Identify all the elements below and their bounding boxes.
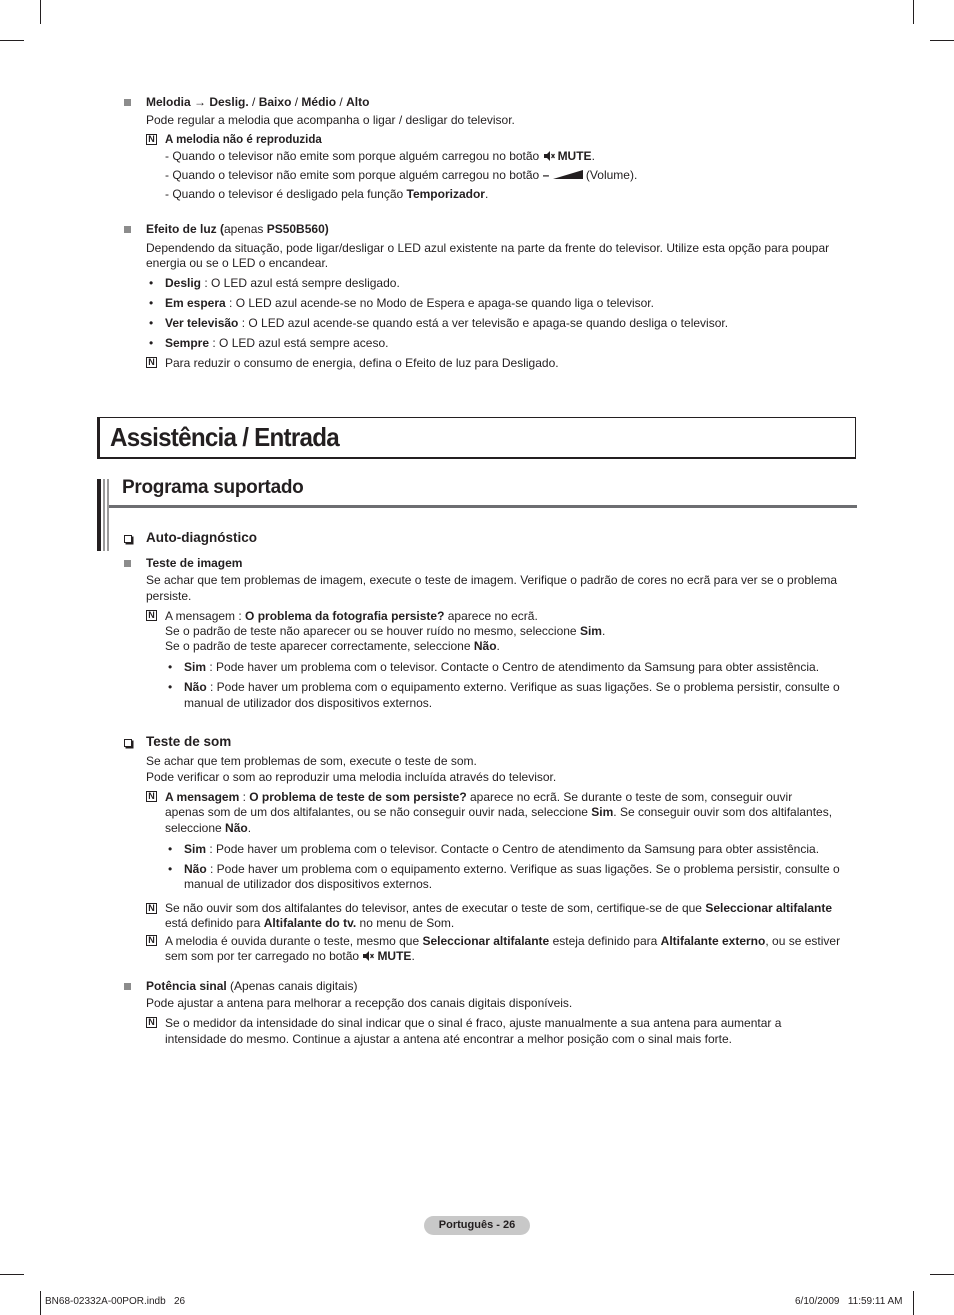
efeito-option: Em espera : O LED azul acende-se no Modo de Espera e apaga-se quando liga o televisor. [165,296,654,310]
note-icon: N [146,935,157,946]
auto-note-1: A mensagem : O problema da fotografia persiste? aparece no ecrã. [165,609,538,623]
subsection-underline [109,505,857,508]
section-title-box [97,417,856,459]
subsection-bar [97,479,101,551]
som-desc-1: Se achar que tem problemas de som, execute o teste de som. [146,754,477,768]
auto-nao-2: manual de utilizador dos dispositivos externos. [184,696,433,710]
bullet-dot: • [168,660,173,674]
efeito-option: Sempre : O LED azul está sempre aceso. [165,336,389,350]
som-nao-1: Não : Pode haver um problema com o equipamento externo. Verifique as suas ligações. Se o problema persistir, consulte o [184,862,840,876]
efeito-note: Para reduzir o consumo de energia, defina o Efeito de luz para Desligado. [165,356,559,370]
som-nao-2: manual de utilizador dos dispositivos externos. [184,877,433,891]
melodia-item-2: - Quando o televisor não emite som porque alguém carregou no botão – (Volume). [165,168,638,182]
section-title: Assistência / Entrada [110,422,339,452]
potencia-note-2: intensidade do mesmo. Continue a ajustar a antena até encontrar a melhor posição com o sinal mais forte. [165,1032,732,1046]
melodia-desc: Pode regular a melodia que acompanha o ligar / desligar do televisor. [146,113,515,127]
efeito-heading: Efeito de luz (apenas PS50B560) [146,222,329,236]
som-note-2-line-2: está definido para Altifalante do tv. no menu de Som. [165,916,455,930]
potencia-heading: Potência sinal (Apenas canais digitais) [146,979,358,993]
note-icon: N [146,134,157,145]
subsection-title: Programa suportado [122,477,304,498]
crop-mark [40,1291,41,1315]
bullet-dot: • [149,336,154,350]
footer-date: 6/10/2009 11:59:11 AM [795,1296,903,1307]
efeito-option: Deslig : O LED azul está sempre desligado. [165,276,400,290]
checkbox-icon [124,739,132,747]
som-sim: Sim : Pode haver um problema com o televisor. Contacte o Centro de atendimento da Samsung para obter assistência. [184,842,820,856]
note-icon: N [146,791,157,802]
crop-mark [0,40,24,41]
som-desc-2: Pode verificar o som ao reproduzir uma melodia incluída através do televisor. [146,770,557,784]
checkbox-icon [124,535,132,543]
crop-mark [930,1274,954,1275]
crop-mark [913,0,914,24]
auto-note-2: Se o padrão de teste não aparecer ou se houver ruído no mesmo, seleccione Sim. [165,624,606,638]
auto-desc-2: persiste. [146,589,192,603]
bullet-dot: • [168,862,173,876]
note-icon: N [146,1017,157,1028]
subsection-bar [103,479,105,551]
volume-icon [553,170,583,179]
efeito-desc-2: energia ou se o LED o encandear. [146,256,329,270]
page-number-badge [424,1216,530,1235]
bullet-dot: • [168,842,173,856]
som-note-3-line-2: sem som por ter carregado no botão MUTE. [165,949,415,963]
som-heading: Teste de som [146,734,232,749]
crop-mark [930,40,954,41]
mute-icon [362,951,374,961]
som-note-3-line-1: A melodia é ouvida durante o teste, mesmo que Seleccionar altifalante esteja definido para Altifalante externo, ou se estiver [165,934,841,948]
square-bullet-icon [124,560,131,567]
subsection-bar [107,479,109,551]
bullet-dot: • [149,316,154,330]
bullet-dot: • [168,680,173,694]
note-icon: N [146,903,157,914]
som-note-2-line-1: Se não ouvir som dos altifalantes do televisor, antes de executar o teste de som, certifique-se de que Seleccionar altifalante [165,901,833,915]
som-note-1-line-2: apenas som de um dos altifalantes, ou se não conseguir ouvir nada, seleccione Sim. Se conseguir ouvir som dos altifalantes, [165,805,833,819]
efeito-desc-1: Dependendo da situação, pode ligar/desligar o LED azul existente na parte da frente do televisor. Utilize esta opção para poupar [146,241,830,255]
note-icon: N [146,610,157,621]
page-number: Português - 26 [438,1219,516,1231]
square-bullet-icon [124,99,131,106]
mute-icon [543,151,555,161]
efeito-option: Ver televisão : O LED azul acende-se quando está a ver televisão e apaga-se quando desliga o televisor. [165,316,729,330]
potencia-note-1: Se o medidor da intensidade do sinal indicar que o sinal é fraco, ajuste manualmente a sua antena para aumentar a [165,1016,782,1030]
melodia-item-1: - Quando o televisor não emite som porque alguém carregou no botão MUTE. [165,149,595,163]
som-note-1-line-1: A mensagem : O problema de teste de som persiste? aparece no ecrã. Se durante o teste de som, conseguir ouvir [165,790,793,804]
square-bullet-icon [124,983,131,990]
bullet-dot: • [149,276,154,290]
auto-sim: Sim : Pode haver um problema com o televisor. Contacte o Centro de atendimento da Samsung para obter assistência. [184,660,820,674]
auto-heading: Auto-diagnóstico [146,530,257,545]
melodia-note-title: A melodia não é reproduzida [165,134,322,146]
bullet-dot: • [149,296,154,310]
note-icon: N [146,357,157,368]
auto-desc-1: Se achar que tem problemas de imagem, execute o teste de imagem. Verifique o padrão de cores no ecrã para ver se o problema [146,573,838,587]
potencia-desc: Pode ajustar a antena para melhorar a recepção dos canais digitais disponíveis. [146,996,573,1010]
square-bullet-icon [124,226,131,233]
melodia-item-3: - Quando o televisor é desligado pela função Temporizador. [165,187,489,201]
footer-file: BN68-02332A-00POR.indb 26 [45,1296,186,1307]
crop-mark [0,1274,24,1275]
melodia-heading: Melodia → Deslig. / Baixo / Médio / Alto [146,95,370,109]
crop-mark [40,0,41,24]
som-note-1-line-3: seleccione Não. [165,821,252,835]
auto-note-3: Se o padrão de teste aparecer correctamente, seleccione Não. [165,639,500,653]
crop-mark [913,1291,914,1315]
auto-nao-1: Não : Pode haver um problema com o equipamento externo. Verifique as suas ligações. Se o problema persistir, consulte o [184,680,840,694]
teste-imagem-heading: Teste de imagem [146,556,243,570]
